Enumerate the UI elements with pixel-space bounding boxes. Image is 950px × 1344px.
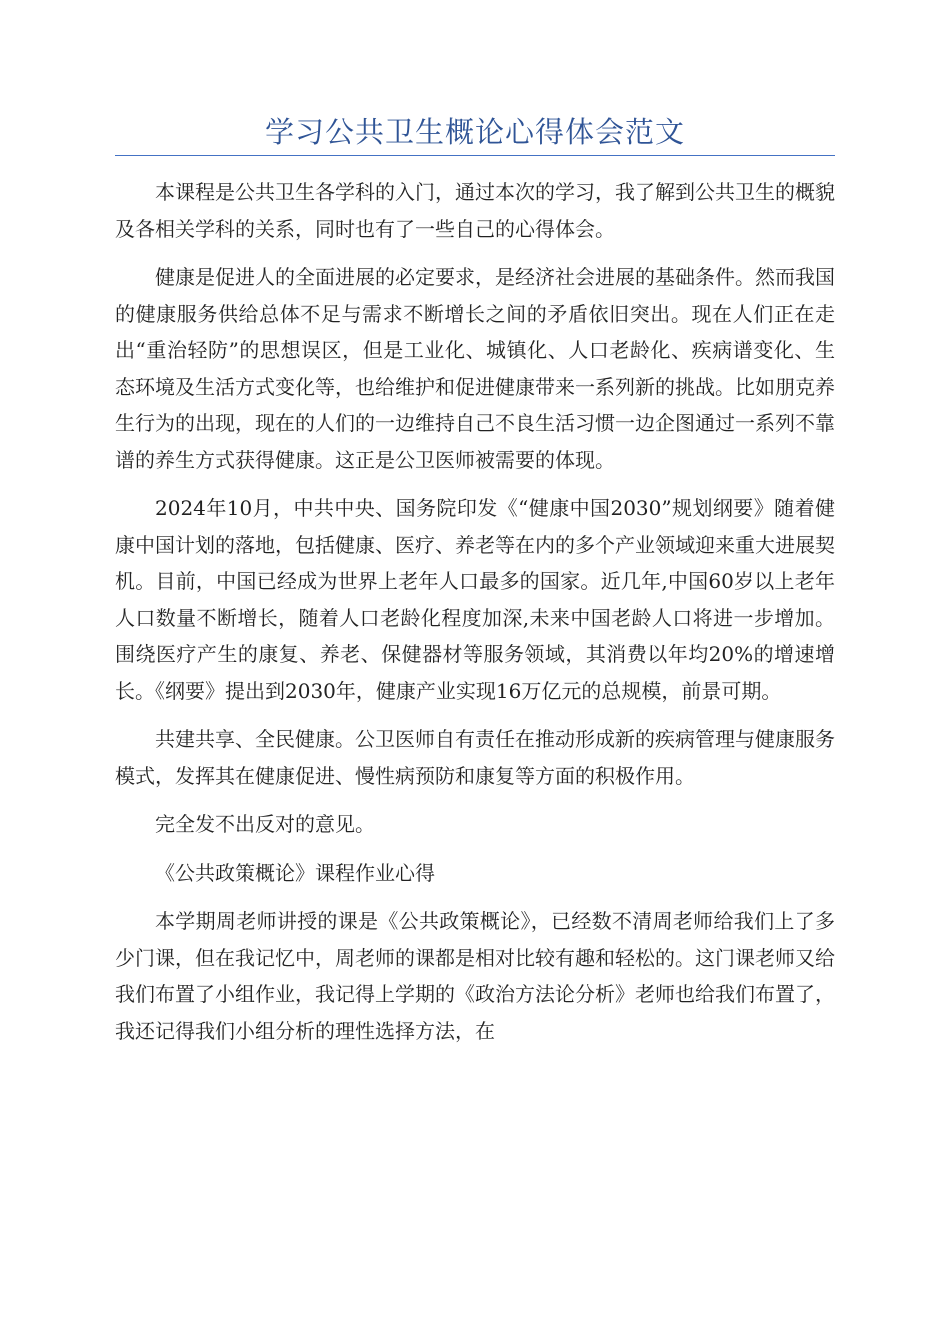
paragraph-healthy-china: 2024年10月，中共中央、国务院印发《“健康中国2030”规划纲要》随着健康中国计划的落地，包括健康、医疗、养老等在内的多个产业领域迎来重大进展契机。目前，中国已经成为世界上老年人口最多的国家。近几年,中国60岁以上老年人口数量不断增长，随着人口老龄化程度加深,未来中国老龄人口将进一步增加。围绕医疗产生的康复、养老、保健器材等服务领域，其消费以年均20%的增速增长。《纲要》提出到2030年，健康产业实现16万亿元的总规模，前景可期。 <box>115 496 835 703</box>
paragraph-shared-health: 共建共享、全民健康。公卫医师自有责任在推动形成新的疾病管理与健康服务模式，发挥其在健康促进、慢性病预防和康复等方面的积极作用。 <box>115 727 835 788</box>
paragraph-no-objection: 完全发不出反对的意见。 <box>155 812 375 836</box>
document-title: 学习公共卫生概论心得体会范文 <box>264 115 685 149</box>
section-heading-public-policy: 《公共政策概论》课程作业心得 <box>155 860 435 885</box>
title-underline <box>115 155 835 156</box>
paragraph-health: 健康是促进人的全面进展的必定要求，是经济社会进展的基础条件。然而我国的健康服务供给总体不足与需求不断增长之间的矛盾依旧突出。现在人们正在走出“重治轻防”的思想误区，但是工业化、城镇化、人口老龄化、疾病谱变化、生态环境及生活方式变化等，也给维护和促进健康带来一系列新的挑战。比如朋克养生行为的出现，现在的人们的一边维持自己不良生活习惯一边企图通过一系列不靠谱的养生方式获得健康。这正是公卫医师被需要的体现。 <box>115 265 835 472</box>
paragraph-intro: 本课程是公共卫生各学科的入门，通过本次的学习，我了解到公共卫生的概貌及各相关学科的关系，同时也有了一些自己的心得体会。 <box>115 180 835 241</box>
document-body <box>115 174 835 1061</box>
paragraph-public-policy: 本学期周老师讲授的课是《公共政策概论》，已经数不清周老师给我们上了多少门课，但在我记忆中，周老师的课都是相对比较有趣和轻松的。这门课老师又给我们布置了小组作业，我记得上学期的《政治方法论分析》老师也给我们布置了，我还记得我们小组分析的理性选择方法，在 <box>115 909 835 1043</box>
